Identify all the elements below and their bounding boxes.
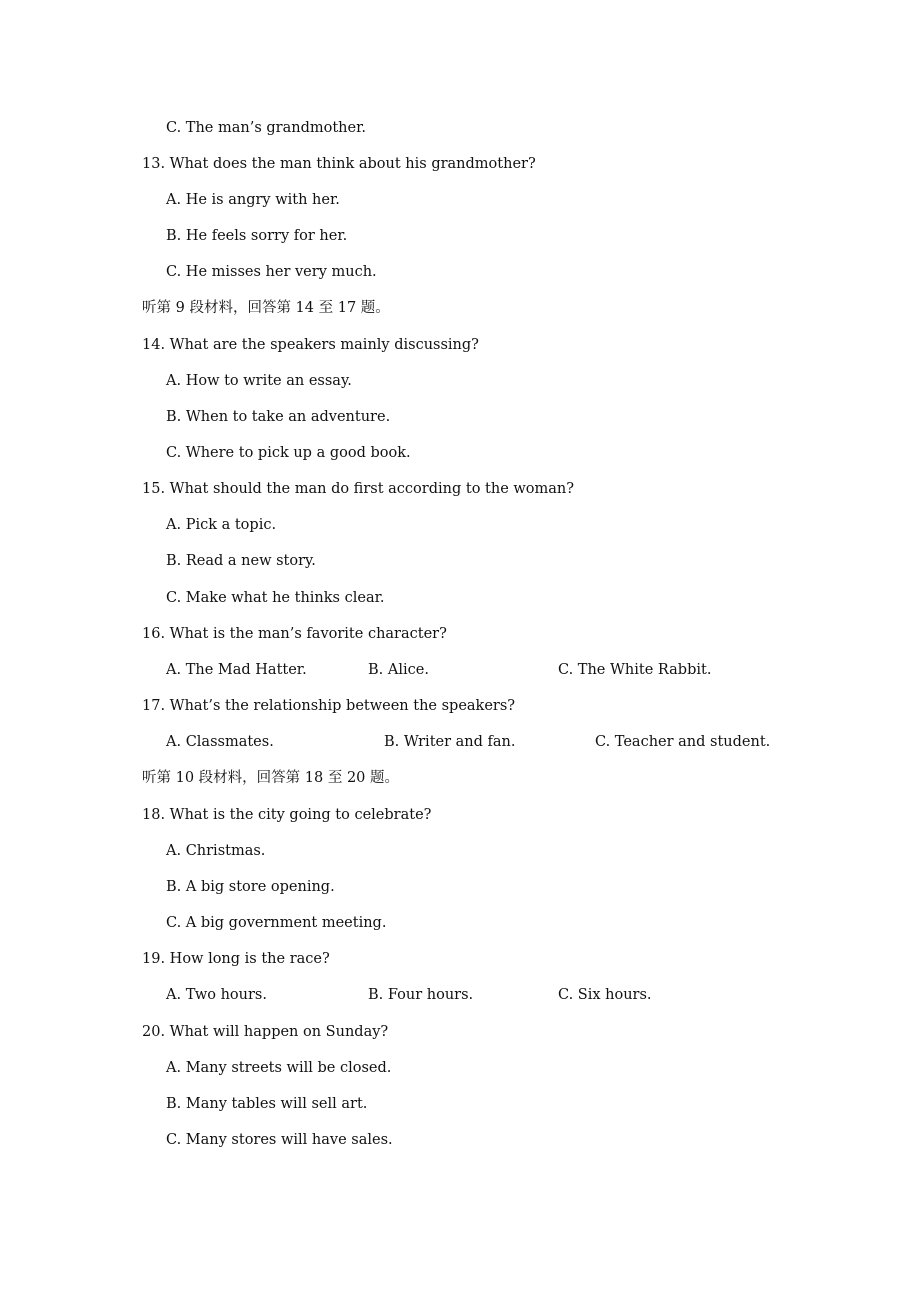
q15-option-c: C. Make what he thinks clear. bbox=[166, 590, 385, 606]
q19-option-a: A. Two hours. bbox=[166, 987, 267, 1003]
q16-options bbox=[166, 661, 766, 679]
q14-option-b: B. When to take an adventure. bbox=[166, 409, 391, 425]
question-14: 14. What are the speakers mainly discussing? bbox=[142, 337, 479, 353]
q13-option-b: B. He feels sorry for her. bbox=[166, 228, 348, 244]
question-13: 13. What does the man think about his grandmother? bbox=[142, 156, 536, 172]
q20-option-a: A. Many streets will be closed. bbox=[166, 1060, 392, 1076]
q16-option-a: A. The Mad Hatter. bbox=[166, 662, 307, 678]
question-20: 20. What will happen on Sunday? bbox=[142, 1024, 389, 1040]
question-16: 16. What is the man’s favorite character? bbox=[142, 626, 447, 642]
question-19: 19. How long is the race? bbox=[142, 951, 330, 967]
q18-option-b: B. A big store opening. bbox=[166, 879, 335, 895]
section-9-instruction: 听第 9 段材料，回答第 14 至 17 题。 bbox=[142, 300, 390, 316]
section-10-instruction: 听第 10 段材料，回答第 18 至 20 题。 bbox=[142, 770, 400, 786]
q17-options bbox=[166, 733, 806, 751]
q19-option-b: B. Four hours. bbox=[368, 987, 474, 1003]
question-18: 18. What is the city going to celebrate? bbox=[142, 807, 432, 823]
q17-option-a: A. Classmates. bbox=[166, 734, 274, 750]
q20-option-c: C. Many stores will have sales. bbox=[166, 1132, 393, 1148]
question-17: 17. What’s the relationship between the speakers? bbox=[142, 698, 516, 714]
q12-option-c: C. The man’s grandmother. bbox=[166, 120, 367, 136]
q17-option-b: B. Writer and fan. bbox=[384, 734, 516, 750]
q17-option-c: C. Teacher and student. bbox=[595, 734, 771, 750]
q18-option-c: C. A big government meeting. bbox=[166, 915, 387, 931]
question-15: 15. What should the man do first according to the woman? bbox=[142, 481, 575, 497]
q15-option-b: B. Read a new story. bbox=[166, 553, 316, 569]
q14-option-a: A. How to write an essay. bbox=[166, 373, 352, 389]
q18-option-a: A. Christmas. bbox=[166, 843, 266, 859]
q20-option-b: B. Many tables will sell art. bbox=[166, 1096, 368, 1112]
q13-option-c: C. He misses her very much. bbox=[166, 264, 377, 280]
q14-option-c: C. Where to pick up a good book. bbox=[166, 445, 411, 461]
q16-option-c: C. The White Rabbit. bbox=[558, 662, 712, 678]
q19-options bbox=[166, 986, 766, 1004]
q16-option-b: B. Alice. bbox=[368, 662, 429, 678]
q19-option-c: C. Six hours. bbox=[558, 987, 652, 1003]
q15-option-a: A. Pick a topic. bbox=[166, 517, 277, 533]
q13-option-a: A. He is angry with her. bbox=[166, 192, 340, 208]
